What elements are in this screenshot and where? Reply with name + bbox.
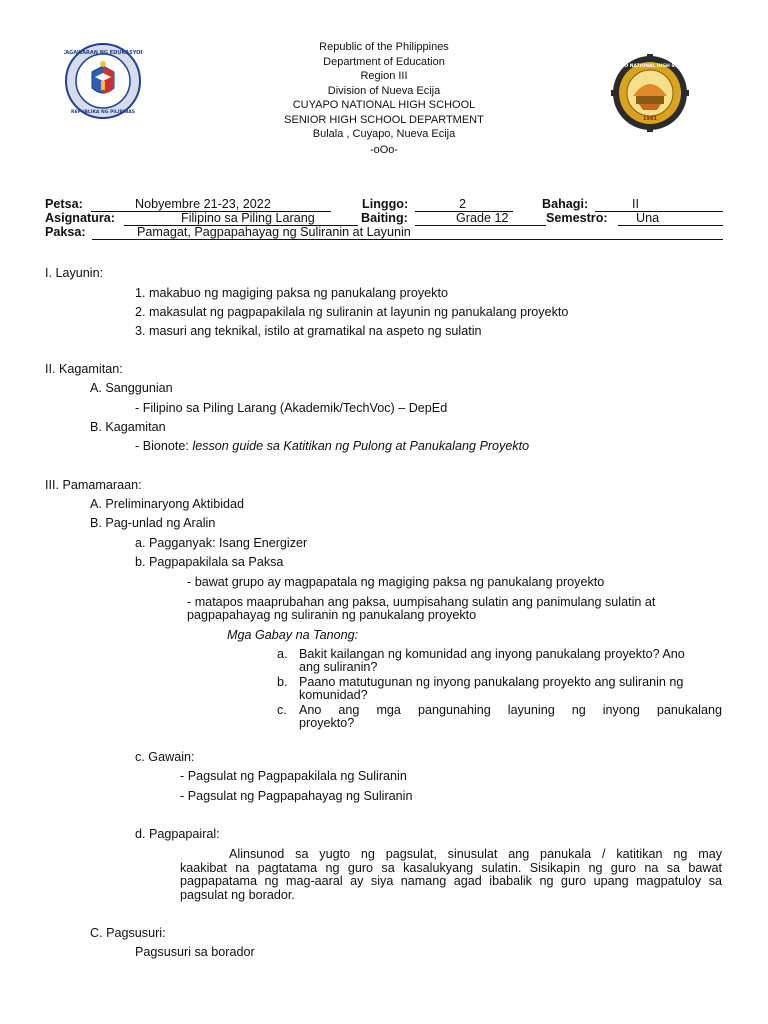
division-line: Division of Nueva Ecija: [327, 85, 441, 97]
question-line: Ano ang mga pangunahing layuning ng inyong panukalang: [299, 703, 722, 717]
deped-seal-logo: [64, 42, 142, 120]
department-line: Department of Education: [323, 56, 445, 68]
question-line: Bakit kailangan ng komunidad ang inyong panukalang proyekto? Ano: [299, 647, 685, 661]
ornament-line: -oOo-: [369, 144, 399, 156]
bahagi-value: II: [632, 197, 639, 211]
petsa-label: Petsa:: [45, 197, 83, 211]
sanggunian-label: A. Sanggunian: [90, 381, 173, 395]
question-line: komunidad?: [299, 688, 368, 702]
preliminaryo-label: A. Preliminaryong Aktibidad: [90, 497, 245, 511]
svg-text:KAGAWARAN NG EDUKASYON: KAGAWARAN NG EDUKASYON: [64, 50, 142, 56]
region-line: Region III: [360, 70, 408, 82]
gawain-label: c. Gawain:: [135, 750, 195, 764]
kagamitan-heading: II. Kagamitan:: [45, 362, 123, 376]
bullet-item: - bawat grupo ay magpapatala ng magiging paksa ng panukalang proyekto: [187, 575, 605, 589]
question-mark: c.: [277, 703, 287, 717]
school-name: CUYAPO NATIONAL HIGH SCHOOL: [292, 99, 476, 111]
list-item: 3. masuri ang teknikal, istilo at gramatikal na aspeto ng sulatin: [135, 324, 482, 338]
linggo-value: 2: [459, 197, 467, 211]
pagganyak-item: a. Pagganyak: Isang Energizer: [135, 536, 308, 550]
linggo-label: Linggo:: [362, 197, 409, 211]
pagpapairal-line: kaakibat na pagtatama ng guro sa kasalukyang sulatin. Sisikapin ng guro na sa bawat: [180, 861, 722, 875]
school-seal-logo: [611, 54, 689, 132]
pagsusuri-item: Pagsusuri sa borador: [135, 945, 255, 959]
question-line: Paano matutugunan ng inyong panukalang proyekto ang suliranin ng: [299, 675, 684, 689]
gabay-title: Mga Gabay na Tanong:: [227, 628, 359, 642]
gawain-item: - Pagsulat ng Pagpapakilala ng Suliranin: [180, 769, 407, 783]
paksa-label: Paksa:: [45, 225, 86, 239]
svg-text:REPUBLIKA NG PILIPINAS: REPUBLIKA NG PILIPINAS: [70, 110, 136, 115]
kagamitan-b-label: B. Kagamitan: [90, 420, 166, 434]
asignatura-label: Asignatura:: [45, 211, 115, 225]
sanggunian-item: - Filipino sa Piling Larang (Akademik/TechVoc) – DepEd: [135, 401, 448, 415]
question-line: proyekto?: [299, 716, 355, 730]
bahagi-label: Bahagi:: [542, 197, 589, 211]
department-name: SENIOR HIGH SCHOOL DEPARTMENT: [284, 114, 484, 126]
baiting-label: Baiting:: [361, 211, 408, 225]
list-item: 2. makasulat ng pagpapakilala ng suliranin at layunin ng panukalang proyekto: [135, 305, 569, 319]
bionote-item: - Bionote: lesson guide sa Katitikan ng Pulong at Panukalang Proyekto: [135, 439, 530, 453]
pagpapairal-label: d. Pagpapairal:: [135, 827, 220, 841]
semestro-value: Una: [636, 211, 660, 225]
paksa-value: Pamagat, Pagpapahayag ng Suliranin at Layunin: [137, 225, 411, 239]
question-mark: a.: [277, 647, 288, 661]
pagpapairal-line: pagsulat ng borador.: [180, 888, 295, 902]
pagpapakilala-item: b. Pagpapakilala sa Paksa: [135, 555, 284, 569]
svg-text:CUYAPO NATIONAL HIGH SCHOOL: CUYAPO NATIONAL HIGH SCHOOL: [611, 64, 689, 69]
question-line: ang suliranin?: [299, 660, 378, 674]
asignatura-value: Filipino sa Piling Larang: [181, 211, 315, 225]
baiting-value: Grade 12: [456, 211, 509, 225]
semestro-label: Semestro:: [546, 211, 608, 225]
address-line: Bulala , Cuyapo, Nueva Ecija: [312, 128, 456, 140]
layunin-heading: I. Layunin:: [45, 266, 104, 280]
bullet-item: - matapos maaprubahan ang paksa, uumpisahang sulatin ang panimulang sulatin at: [187, 595, 656, 609]
svg-text:1981: 1981: [643, 116, 657, 122]
republic-line: Republic of the Philippines: [319, 41, 449, 53]
pag-unlad-label: B. Pag-unlad ng Aralin: [90, 516, 216, 530]
pagsusuri-label: C. Pagsusuri:: [90, 926, 166, 940]
pagpapairal-line: pagpapatama ng mag-aaral ay siya namang agad ibabalik ng guro upang magpatuloy sa: [180, 874, 722, 888]
pamamaraan-heading: III. Pamamaraan:: [45, 478, 142, 492]
pagpapairal-line: Alinsunod sa yugto ng pagsulat, sinusulat ang panukala / katitikan ng may: [229, 847, 722, 861]
gawain-item: - Pagsulat ng Pagpapahayag ng Suliranin: [180, 789, 413, 803]
list-item: 1. makabuo ng magiging paksa ng panukalang proyekto: [135, 286, 448, 300]
bullet-item-cont: pagpapahayag ng suliranin ng panukalang proyekto: [187, 608, 477, 622]
petsa-value: Nobyembre 21-23, 2022: [135, 197, 271, 211]
question-mark: b.: [277, 675, 288, 689]
